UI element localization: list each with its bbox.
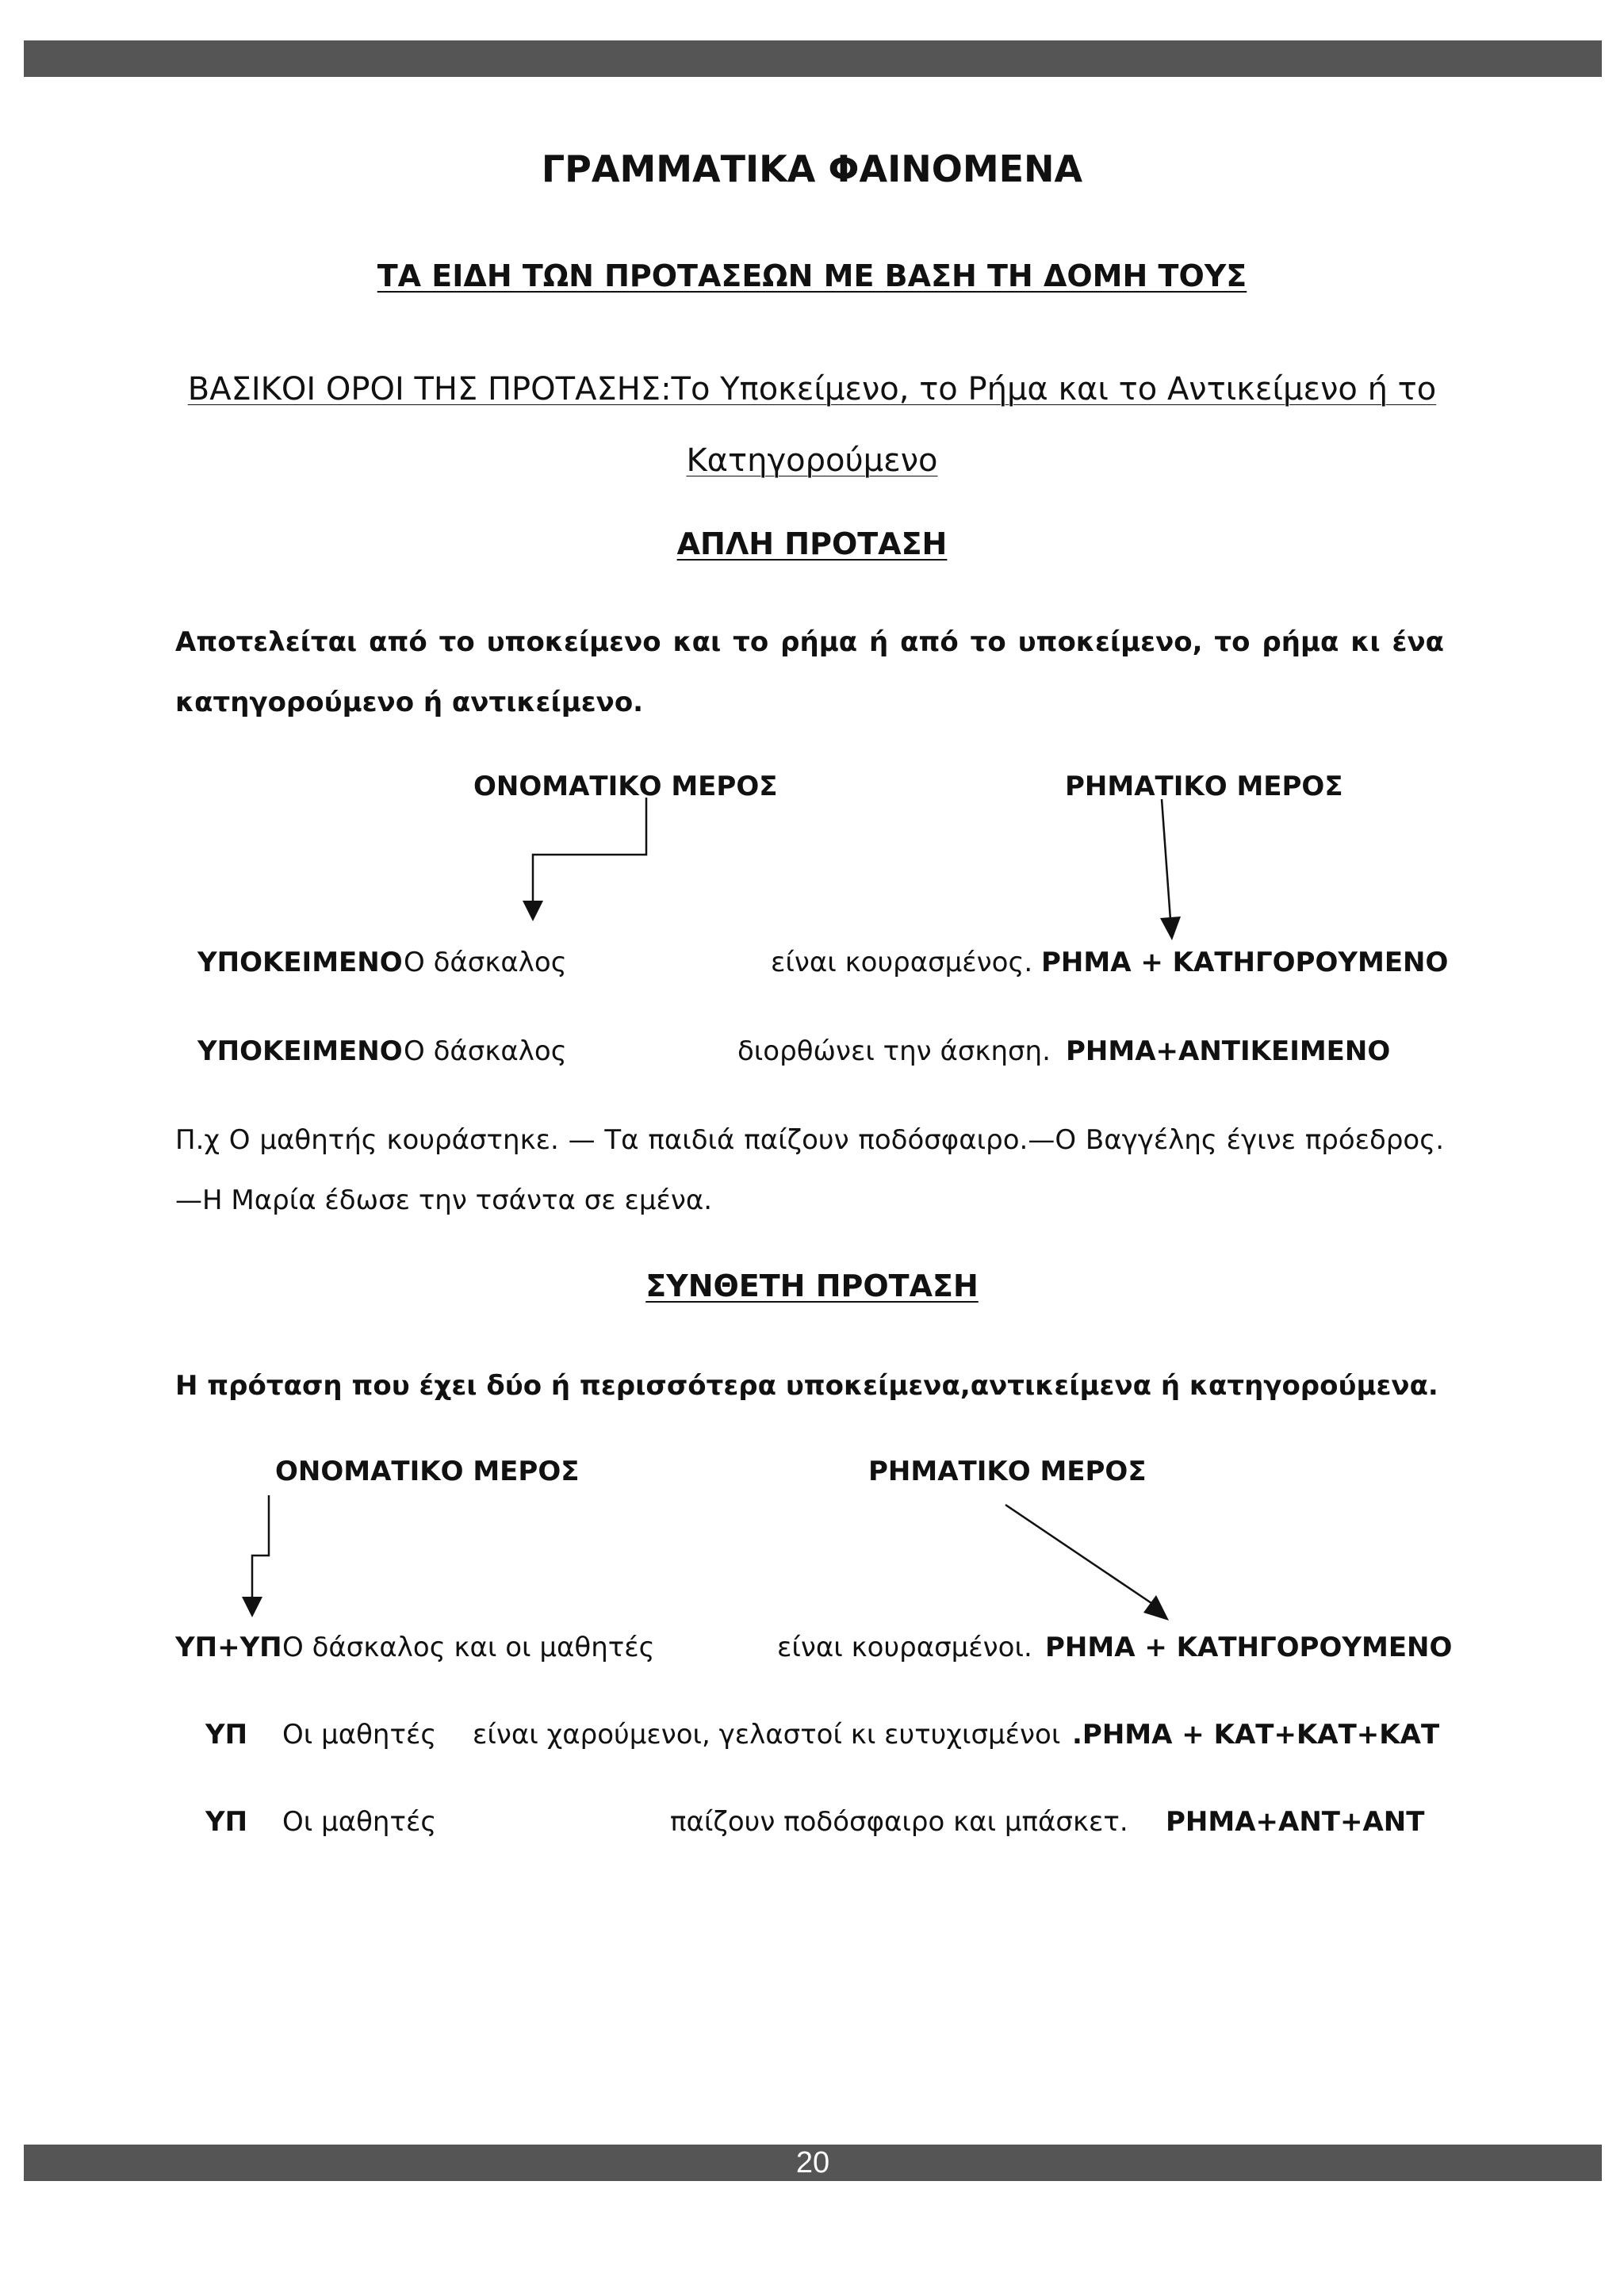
compound-row3-subject: Οι μαθητές [282, 1806, 437, 1838]
compound-nominal-arrow [252, 1495, 269, 1600]
simple-row1-analysis: ΡΗΜΑ + ΚΑΤΗΓΟΡΟΥΜΕΝΟ [1041, 947, 1449, 978]
simple-definition: Αποτελείται από το υποκείμενο και το ρήμα ή από το υποκείμενο, το ρήμα κι ένα κατηγορούμενο ή αντικείμενο. [175, 626, 1444, 718]
simple-nominal-arrow [533, 798, 646, 904]
compound-nominal-arrowhead [242, 1597, 262, 1617]
compound-verbal-arrow [1005, 1505, 1151, 1603]
compound-verbal-label: ΡΗΜΑΤΙΚΟ ΜΕΡΟΣ [868, 1456, 1147, 1487]
simple-nominal-arrowhead [523, 901, 543, 921]
footer-bar [24, 2145, 1602, 2181]
simple-verbal-arrow [1162, 799, 1170, 920]
compound-row1-subject: Ο δάσκαλος και οι μαθητές [282, 1632, 655, 1663]
simple-nominal-label: ΟΝΟΜΑΤΙΚΟ ΜΕΡΟΣ [473, 771, 778, 802]
basic-terms-line1: ΒΑΣΙΚΟΙ ΟΡΟΙ ΤΗΣ ΠΡΟΤΑΣΗΣ:Το Υποκείμενο, το Ρήμα και το Αντικείμενο ή το [187, 371, 1437, 408]
compound-heading: ΣΥΝΘΕΤΗ ΠΡΟΤΑΣΗ [645, 1269, 979, 1303]
simple-verbal-arrowhead [1160, 916, 1181, 940]
compound-row3-role: ΥΠ [205, 1806, 248, 1838]
basic-terms [0, 354, 1624, 496]
compound-row2-role: ΥΠ [205, 1719, 248, 1751]
simple-row2-analysis: ΡΗΜΑ+ΑΝΤΙΚΕΙΜΕΝΟ [1066, 1035, 1391, 1067]
compound-verbal-arrowhead [1143, 1595, 1169, 1621]
simple-heading: ΑΠΛΗ ΠΡΟΤΑΣΗ [676, 526, 948, 561]
compound-definition: Η πρόταση που έχει δύο ή περισσότερα υποκείμενα,αντικείμενα ή κατηγορούμενα. [175, 1370, 1438, 1402]
page-title: ΓΡΑΜΜΑΤΙΚΑ ΦΑΙΝΟΜΕΝΑ [541, 147, 1083, 190]
header-bar [24, 40, 1602, 77]
simple-row2-role: ΥΠΟΚΕΙΜΕΝΟ [197, 1035, 403, 1067]
simple-verbal-label: ΡΗΜΑΤΙΚΟ ΜΕΡΟΣ [1065, 771, 1343, 802]
section-subtitle: ΤΑ ΕΙΔΗ ΤΩΝ ΠΡΟΤΑΣΕΩΝ ΜΕ ΒΑΣΗ ΤΗ ΔΟΜΗ ΤΟΥΣ [377, 258, 1247, 293]
compound-row3-predicate: παίζουν ποδόσφαιρο και μπάσκετ. [670, 1806, 1128, 1838]
page-number: 20 [795, 2146, 830, 2179]
basic-terms-line2: Κατηγορούμενο [686, 442, 938, 479]
compound-row2-subject: Οι μαθητές [282, 1719, 437, 1751]
compound-row1-role: ΥΠ+ΥΠ [175, 1632, 282, 1663]
simple-row1-role: ΥΠΟΚΕΙΜΕΝΟ [197, 947, 403, 978]
compound-nominal-label: ΟΝΟΜΑΤΙΚΟ ΜΕΡΟΣ [275, 1456, 580, 1487]
compound-row2-predicate: είναι χαρούμενοι, γελαστοί κι ευτυχισμένοι [473, 1719, 1061, 1751]
compound-row2-analysis: .ΡΗΜΑ + ΚΑΤ+ΚΑΤ+ΚΑΤ [1072, 1719, 1440, 1751]
simple-row2-subject: Ο δάσκαλος [404, 1035, 567, 1067]
simple-row1-subject: Ο δάσκαλος [404, 947, 567, 978]
simple-row2-predicate: διορθώνει την άσκηση. [737, 1035, 1051, 1067]
simple-row1-predicate: είναι κουρασμένος. [771, 947, 1033, 978]
compound-row1-analysis: ΡΗΜΑ + ΚΑΤΗΓΟΡΟΥΜΕΝΟ [1045, 1632, 1453, 1663]
simple-examples: Π.χ Ο μαθητής κουράστηκε. — Τα παιδιά παίζουν ποδόσφαιρο.—Ο Βαγγέλης έγινε πρόεδρος. —Η Μαρία έδωσε την τσάντα σε εμένα. [175, 1124, 1444, 1216]
compound-row3-analysis: ΡΗΜΑ+ΑΝΤ+ΑΝΤ [1166, 1806, 1425, 1838]
compound-row1-predicate: είναι κουρασμένοι. [777, 1632, 1032, 1663]
